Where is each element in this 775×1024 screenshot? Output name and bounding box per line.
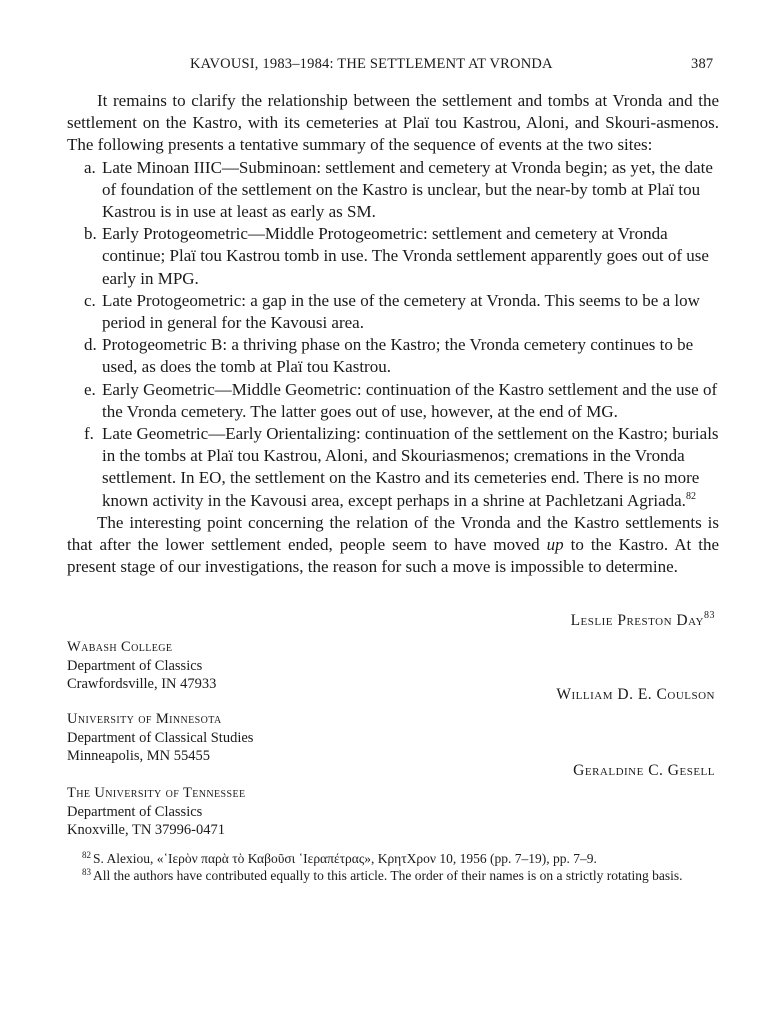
author-name-text: Geraldine C. Gesell [573,762,715,779]
footnote-reference-82[interactable]: 82 [685,490,696,502]
footnote-text: All the authors have contributed equally to this article. The order of their names is on a strictly rotating basis. [93,868,683,883]
running-head [0,56,775,78]
affiliation-block [67,638,216,694]
event-sequence-list [67,157,719,512]
event-text: Early Protogeometric—Middle Protogeometric: settlement and cemetery at Vronda continue; Plaï tou Kastrou tomb in use. The Vronda settlement apparently goes out of use early in MPG. [102,224,709,288]
event-item-b [67,223,719,290]
footnote-82 [67,850,719,867]
event-letter: d. [84,335,97,355]
event-text-with-note [102,423,719,512]
closing-emphasis: up [546,535,564,555]
event-text: Early Geometric—Middle Geometric: continuation of the Kastro settlement and the use of the Vronda cemetery. The latter goes out of use, however, at the end of MG. [102,379,718,421]
running-title: KAVOUSI, 1983–1984: THE SETTLEMENT AT VRONDA [190,56,553,72]
event-item-e [67,379,719,423]
affiliation-institution: Wabash College [67,639,173,655]
affiliation-department: Department of Classical Studies [67,729,254,746]
footnote-83 [67,867,719,884]
event-text: Late Minoan IIIC—Subminoan: settlement and cemetery at Vronda begin; as yet, the date of foundation of the settlement on the Kastro is unclear, but the near-by tomb at Plaï tou Kastrou is in use at least as early as SM. [102,157,713,222]
author-name [571,612,715,630]
affiliation-department: Department of Classics [67,657,203,674]
footnote-number: 83 [82,867,91,877]
affiliation-address: Crawfordsville, IN 47933 [67,676,217,693]
closing-text-after: to the Kastro. At the present stage of our investigations, the reason for such a move is impossible to determine. [67,535,719,577]
footnote-reference-83[interactable]: 83 [704,610,715,621]
author-name-text: William D. E. Coulson [556,686,715,703]
footnote-number: 82 [82,850,91,860]
footnote-text: S. Alexiou, «῾Ιερὸν παρὰ τὸ Καβοῦσι ῾Ιεραπέτρας», ΚρητΧρον 10, 1956 (pp. 7–19), pp. 7–9. [93,851,597,866]
affiliation-department: Department of Classics [67,803,203,820]
affiliation-address: Knoxville, TN 37996-0471 [67,822,226,839]
event-text: Protogeometric B: a thriving phase on the Kastro; the Vronda cemetery continues to be used, as does the tomb at Plaï tou Kastrou. [102,335,694,377]
event-item-f [67,423,719,512]
affiliation-address: Minneapolis, MN 55455 [67,748,210,765]
event-letter: c. [84,290,96,310]
affiliation-institution: University of Minnesota [67,711,222,727]
body-text [67,90,719,578]
event-text: Late Protogeometric: a gap in the use of the cemetery at Vronda. This seems to be a low period in general for the Kavousi area. [102,290,700,333]
event-item-c [67,290,719,334]
affiliation-block [67,710,253,766]
footnotes [67,850,719,884]
closing-text-before: The interesting point concerning the relation of the Vronda and the Kastro settlements is that after the lower settlement ended, people seem to have moved [67,512,719,555]
author-name [573,762,715,780]
event-text: Late Geometric—Early Orientalizing: continuation of the settlement on the Kastro; burials in the tombs at Plaï tou Kastrou, Aloni, and Skouriasmenos; cremations in the Vronda settlement. In EO, the settlement on the Kastro and its cemeteries end. There is no more known activity in the Kavousi area, except perhaps in a shrine at Pachletzani Agriada. [102,424,719,510]
event-item-d [67,334,719,378]
page-number: 387 [691,56,714,72]
intro-paragraph: It remains to clarify the relationship between the settlement and tombs at Vronda and the settlement on the Kastro, with its cemeteries at Plaï tou Kastrou, Aloni, and Skouri-asmenos. The following presents a tentative summary of the sequence of events at the two sites: [67,91,719,155]
closing-paragraph [67,512,719,579]
event-letter: e. [84,379,96,399]
affiliation-institution: The University of Tennessee [67,785,246,801]
event-letter: b. [84,224,97,244]
author-name-text: Leslie Preston Day [570,612,704,629]
event-letter: a. [84,157,96,177]
event-item-a [67,157,719,224]
author-name [556,686,715,704]
affiliation-block [67,784,246,840]
event-letter: f. [84,424,94,444]
